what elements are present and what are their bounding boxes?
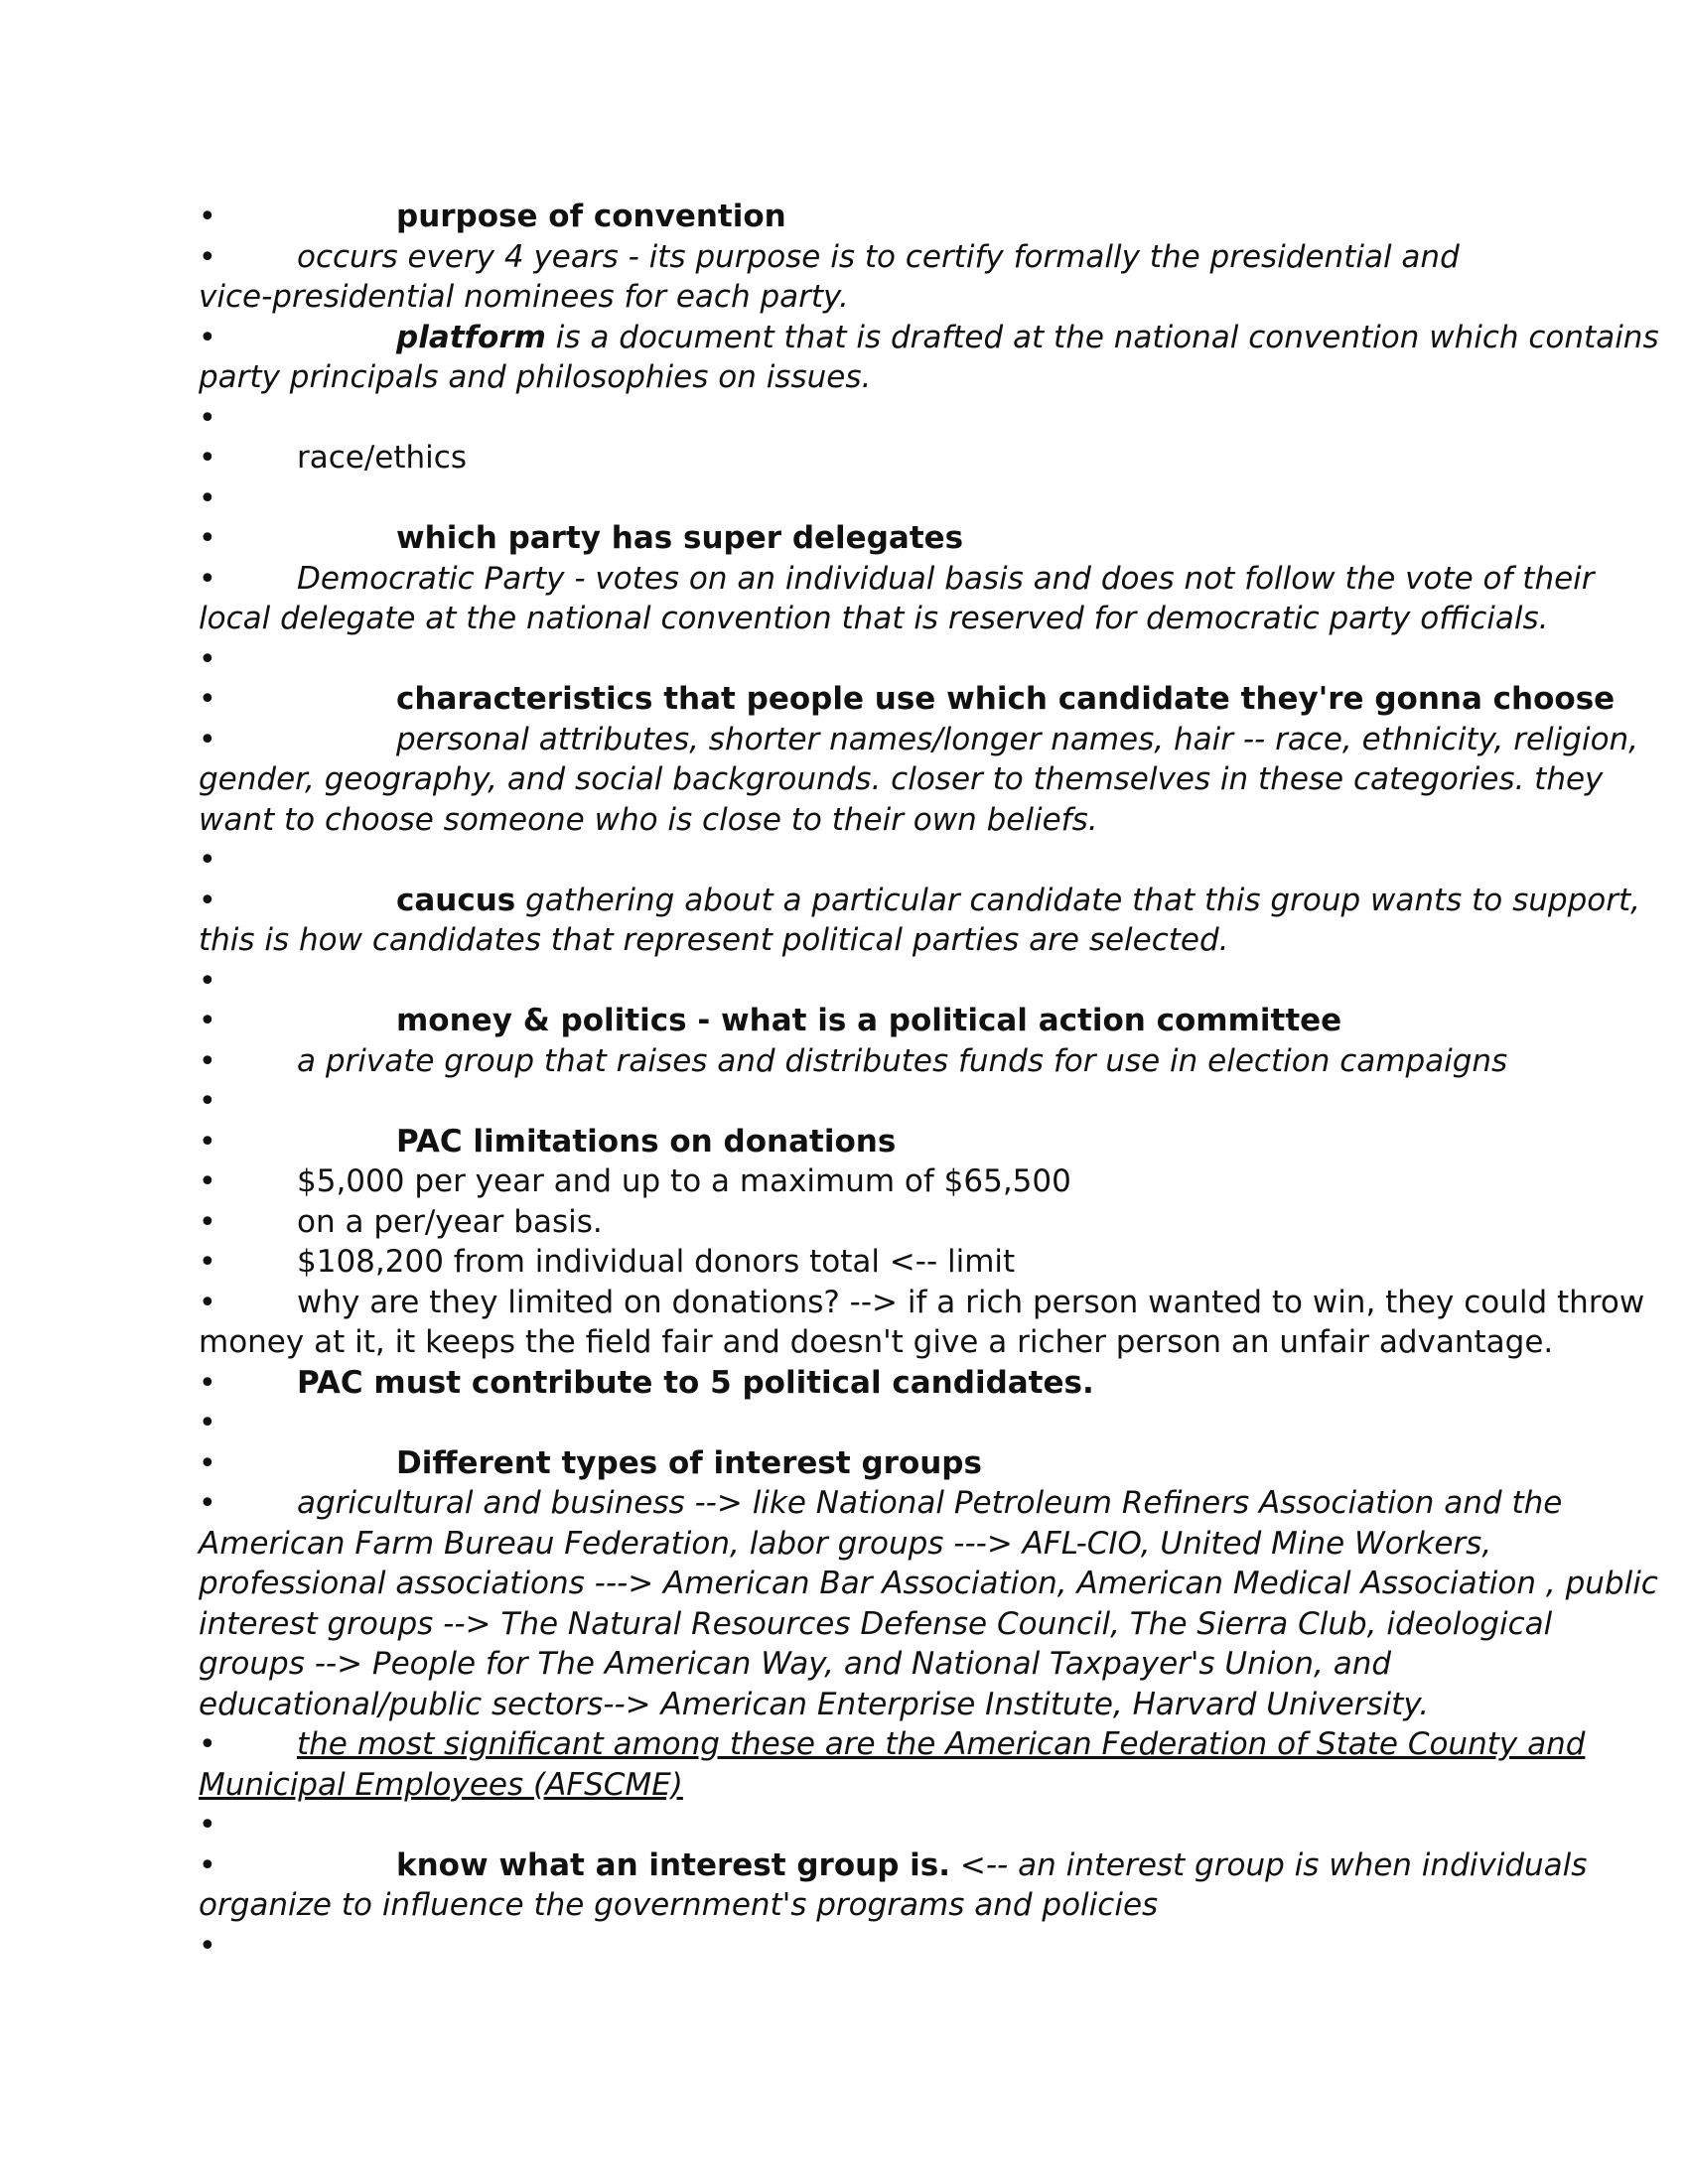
bullet [199,961,238,1003]
groups-text-cont: American Farm Bureau Federation, labor groups ---> AFL-CIO, United Mine Workers, [199,1525,1492,1562]
list-item [199,1483,1688,1524]
list-item [199,720,1688,760]
platform-text-cont: party principals and philosophies on issues. [199,359,872,395]
list-item [199,1202,1688,1243]
bullet [199,197,238,238]
caucus-text: gathering about a particular candidate that this group wants to support, [515,882,1640,918]
bullet [199,398,238,440]
bullet [199,1081,238,1123]
caucus-text-cont: this is how candidates that represent political parties are selected. [199,922,1229,958]
list-item [199,1283,1688,1323]
convention-text: occurs every 4 years - its purpose is to certify formally the presidential and [297,238,1460,275]
bullet [199,1926,238,1968]
bullet [199,559,238,601]
char-text-cont: want to choose someone who is close to their own beliefs. [199,801,1098,838]
term-platform: platform [396,319,546,355]
bullet [199,1443,238,1485]
list-item-empty [199,840,1688,881]
list-item [199,1443,1688,1484]
list-item [199,1041,1688,1082]
bullet [199,1161,238,1203]
heading-characteristics: characteristics that people use which candidate they're gonna choose [396,681,1616,717]
groups-text-cont: professional associations ---> American Bar Association, American Medical Association , public [199,1566,1658,1601]
list-item [199,1845,1688,1886]
limit-text-cont: money at it, it keeps the field fair and doesn't give a richer person an unfair advantage. [199,1324,1554,1360]
super-text: Democratic Party - votes on an individual basis and does not follow the vote of their [297,560,1595,597]
bullet [199,1363,238,1405]
pac-definition: a private group that raises and distributes funds for use in election campaigns [297,1042,1508,1079]
bullet [199,1845,238,1887]
bullet [199,881,238,922]
list-item [199,881,1688,921]
heading-know-interest-group: know what an interest group is. [396,1846,951,1883]
list-item [199,1242,1688,1283]
groups-text: agricultural and business --> like National Petroleum Refiners Association and the [297,1485,1563,1521]
groups-text-cont: groups --> People for The American Way, and National Taxpayer's Union, and [199,1646,1392,1682]
bullet [199,1242,238,1284]
term-caucus: caucus [396,882,516,918]
know-text-cont: organize to influence the government's programs and policies [199,1887,1159,1923]
bullet [199,1805,238,1846]
groups-text-cont: educational/public sectors--> American Enterprise Institute, Harvard University. [199,1686,1430,1722]
bullet [199,518,238,560]
bullet [199,1202,238,1244]
groups-text-cont: interest groups --> The Natural Resources Defense Council, The Sierra Club, ideological [199,1605,1553,1642]
heading-super-delegates: which party has super delegates [396,520,964,556]
list-item-empty [199,639,1688,680]
heading-interest-groups: Different types of interest groups [396,1444,982,1481]
bullet [199,639,238,681]
list-item [199,237,1688,278]
heading-pac: money & politics - what is a political action committee [396,1003,1342,1038]
limit-text-bold: PAC must contribute to 5 political candidates. [297,1364,1094,1401]
notes-list [199,197,1688,1966]
bullet [199,237,238,279]
heading-convention: purpose of convention [396,199,786,234]
bullet [199,438,238,479]
list-item-empty [199,961,1688,1002]
bullet [199,1483,238,1525]
limit-text: why are they limited on donations? --> if a rich person wanted to win, they could throw [297,1284,1645,1320]
list-item-empty [199,1926,1688,1967]
list-item [199,679,1688,720]
bullet [199,679,238,721]
list-item [199,1122,1688,1162]
list-item-empty [199,398,1688,439]
list-item [199,1363,1688,1404]
list-item [199,518,1688,559]
platform-text: is a document that is drafted at the national convention which contains [545,319,1659,355]
list-item [199,1724,1688,1765]
race-ethics-text: race/ethics [297,440,467,476]
bullet [199,318,238,359]
bullet [199,1001,238,1042]
char-text: personal attributes, shorter names/longer names, hair -- race, ethnicity, religion, [396,721,1639,757]
list-item [199,197,1688,237]
know-text: <-- an interest group is when individuals [950,1846,1588,1883]
bullet [199,1403,238,1444]
limit-text: $108,200 from individual donors total <-- limit [297,1244,1016,1280]
list-item-empty [199,1805,1688,1845]
list-item [199,559,1688,600]
limit-text: on a per/year basis. [297,1203,603,1240]
list-item-empty [199,1081,1688,1122]
convention-text-cont: vice-presidential nominees for each party. [199,279,849,315]
list-item [199,438,1688,478]
bullet [199,1724,238,1766]
list-item [199,318,1688,358]
list-item [199,1001,1688,1041]
significant-text: the most significant among these are the American Federation of State County and [297,1726,1586,1762]
bullet [199,1041,238,1083]
char-text-cont: gender, geography, and social backgrounds. closer to themselves in these categories. they [199,761,1604,797]
heading-pac-limitations: PAC limitations on donations [396,1123,897,1160]
bullet [199,1283,238,1324]
bullet [199,1122,238,1163]
list-item-empty [199,1403,1688,1443]
list-item-empty [199,478,1688,519]
limit-text: $5,000 per year and up to a maximum of $65,500 [297,1163,1071,1199]
super-text-cont: local delegate at the national convention that is reserved for democratic party officials. [199,601,1549,636]
bullet [199,478,238,520]
significant-text-cont: Municipal Employees (AFSCME) [199,1766,683,1803]
list-item [199,1161,1688,1202]
bullet [199,840,238,882]
bullet [199,720,238,761]
